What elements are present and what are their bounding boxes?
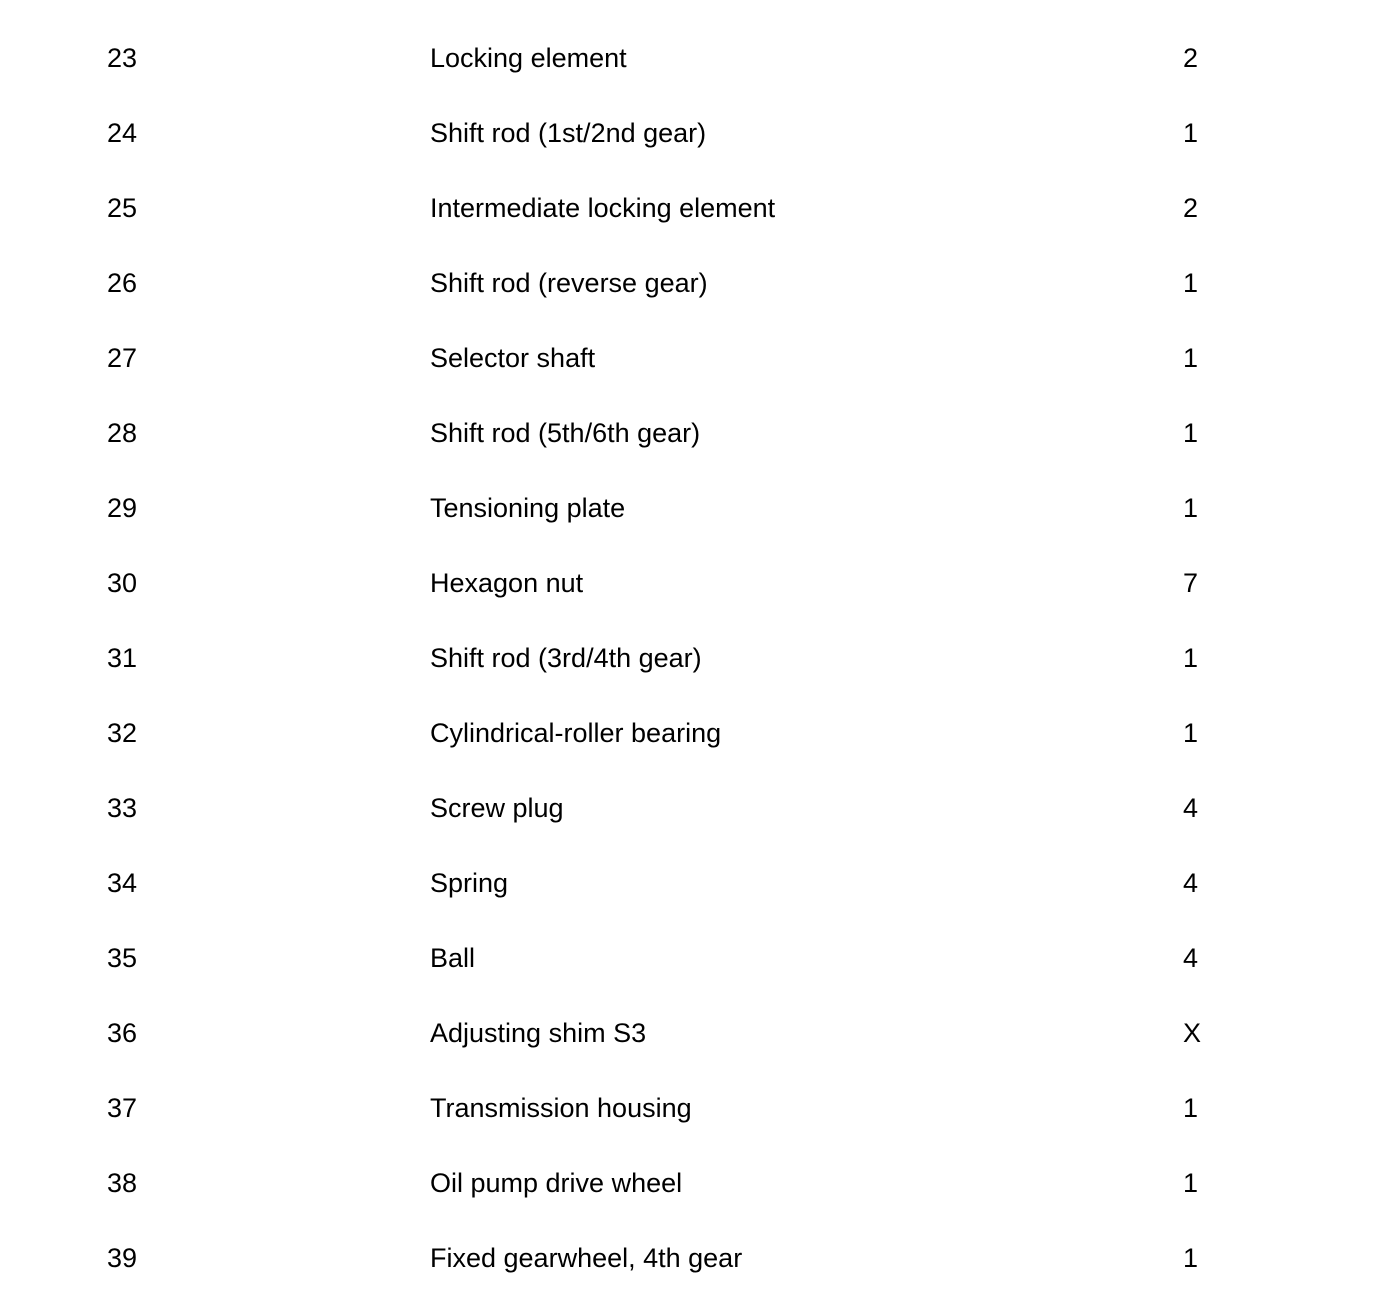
part-quantity: 1 <box>1183 418 1199 448</box>
item-number: 32 <box>107 718 138 748</box>
part-description: Locking element <box>430 43 627 73</box>
part-quantity: 4 <box>1183 793 1199 823</box>
item-number: 38 <box>107 1168 138 1198</box>
part-quantity: 7 <box>1183 568 1199 598</box>
part-description: Tensioning plate <box>430 493 626 523</box>
part-description: Oil pump drive wheel <box>430 1168 683 1198</box>
item-number: 33 <box>107 793 138 823</box>
parts-row <box>0 1146 1376 1221</box>
part-description: Intermediate locking element <box>430 193 776 223</box>
part-quantity: 1 <box>1183 643 1199 673</box>
item-number: 37 <box>107 1093 138 1123</box>
part-quantity: 1 <box>1183 343 1199 373</box>
item-number: 36 <box>107 1018 138 1048</box>
part-description: Shift rod (3rd/4th gear) <box>430 643 702 673</box>
parts-row <box>0 171 1376 246</box>
part-quantity: 1 <box>1183 1243 1199 1273</box>
item-number: 24 <box>107 118 138 148</box>
part-quantity: 1 <box>1183 718 1199 748</box>
part-quantity: 1 <box>1183 1093 1199 1123</box>
item-number: 27 <box>107 343 138 373</box>
part-description: Hexagon nut <box>430 568 584 598</box>
part-quantity: 2 <box>1183 193 1199 223</box>
part-description: Ball <box>430 943 476 973</box>
part-quantity: 1 <box>1183 1168 1199 1198</box>
part-quantity: 2 <box>1183 43 1199 73</box>
item-number: 28 <box>107 418 138 448</box>
part-description: Adjusting shim S3 <box>430 1018 647 1048</box>
parts-row <box>0 1071 1376 1146</box>
part-description: Shift rod (reverse gear) <box>430 268 708 298</box>
parts-row <box>0 21 1376 96</box>
part-quantity: X <box>1183 1018 1202 1048</box>
item-number: 25 <box>107 193 138 223</box>
item-number: 26 <box>107 268 138 298</box>
item-number: 39 <box>107 1243 138 1273</box>
part-description: Spring <box>430 868 509 898</box>
part-quantity: 4 <box>1183 943 1199 973</box>
part-description: Shift rod (1st/2nd gear) <box>430 118 707 148</box>
parts-row <box>0 246 1376 321</box>
part-description: Fixed gearwheel, 4th gear <box>430 1243 743 1273</box>
part-description: Shift rod (5th/6th gear) <box>430 418 701 448</box>
parts-row <box>0 696 1376 771</box>
part-description: Selector shaft <box>430 343 596 373</box>
item-number: 34 <box>107 868 138 898</box>
parts-row <box>0 771 1376 846</box>
part-description: Cylindrical-roller bearing <box>430 718 722 748</box>
parts-row <box>0 621 1376 696</box>
part-quantity: 4 <box>1183 868 1199 898</box>
parts-list <box>0 21 1376 1296</box>
item-number: 23 <box>107 43 138 73</box>
parts-row <box>0 996 1376 1071</box>
parts-row <box>0 846 1376 921</box>
part-quantity: 1 <box>1183 268 1199 298</box>
item-number: 31 <box>107 643 138 673</box>
part-quantity: 1 <box>1183 493 1199 523</box>
item-number: 30 <box>107 568 138 598</box>
part-description: Transmission housing <box>430 1093 692 1123</box>
parts-row <box>0 471 1376 546</box>
item-number: 29 <box>107 493 138 523</box>
parts-row <box>0 396 1376 471</box>
part-quantity: 1 <box>1183 118 1199 148</box>
parts-row <box>0 96 1376 171</box>
parts-row <box>0 321 1376 396</box>
item-number: 35 <box>107 943 138 973</box>
parts-row <box>0 546 1376 621</box>
part-description: Screw plug <box>430 793 564 823</box>
parts-row <box>0 921 1376 996</box>
parts-row <box>0 1221 1376 1296</box>
